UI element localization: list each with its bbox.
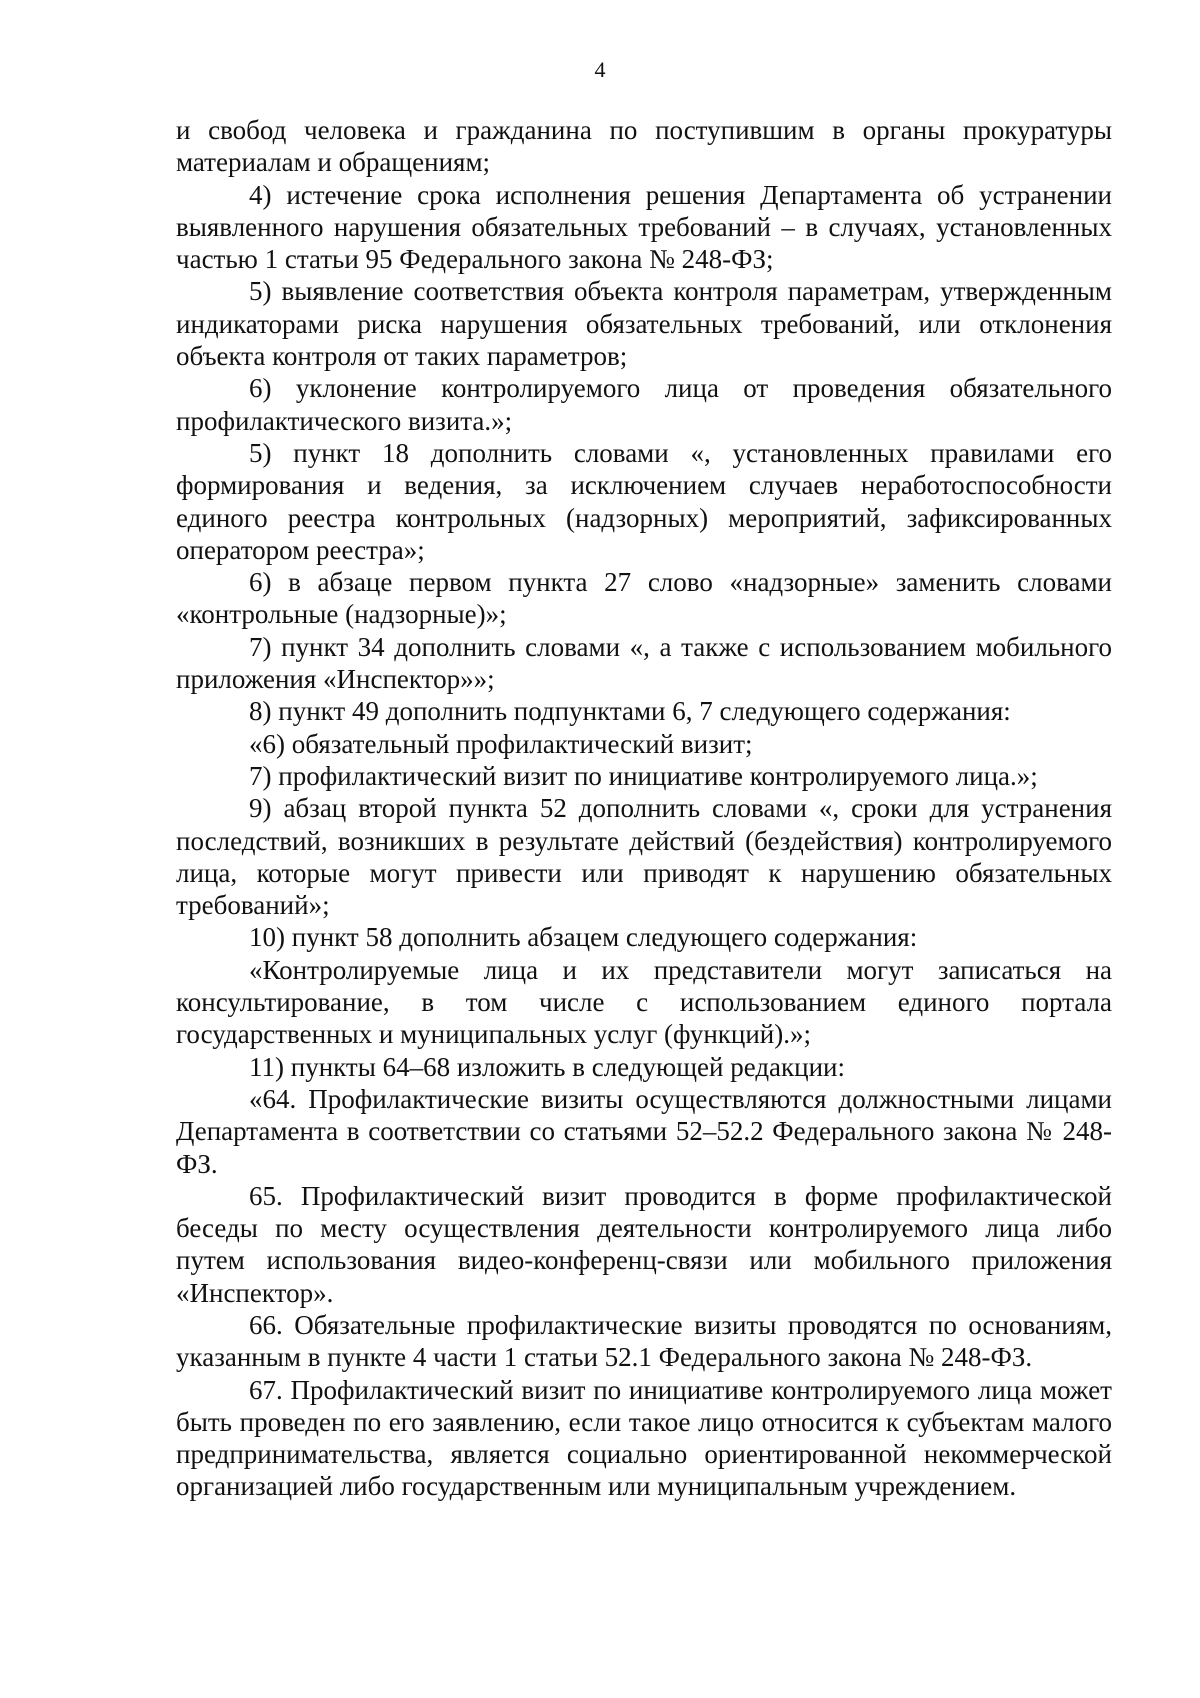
- paragraph: 66. Обязательные профилактические визиты проводятся по основаниям, указанным в пункте 4 части 1 статьи 52.1 Федерального закона № 248-ФЗ.: [176, 1309, 1112, 1373]
- paragraph: 11) пункты 64–68 изложить в следующей редакции:: [249, 1051, 846, 1082]
- paragraph: 8) пункт 49 дополнить подпунктами 6, 7 следующего содержания:: [249, 696, 1011, 727]
- paragraph: 5) выявление соответствия объекта контроля параметрам, утвержденным индикаторами риска нарушения обязательных требований, или отклонения объекта контроля от таких параметров;: [176, 276, 1112, 372]
- page-number: 4: [594, 57, 606, 82]
- paragraph: 7) пункт 34 дополнить словами «, а также с использованием мобильного приложения «Инспектор»»;: [176, 631, 1112, 695]
- paragraph: 5) пункт 18 дополнить словами «, установленных правилами его формирования и ведения, за исключением случаев неработоспособности единого реестра контрольных (надзорных) мероприятий, зафиксированных оператором реестра»;: [176, 437, 1112, 565]
- paragraph: «6) обязательный профилактический визит;: [249, 728, 753, 759]
- paragraph: 65. Профилактический визит проводится в форме профилактической беседы по месту осуществления деятельности контролируемого лица либо путем использования видео-конференц-связи или мобильного приложения «Инспектор».: [176, 1180, 1112, 1308]
- paragraph: 9) абзац второй пункта 52 дополнить словами «, сроки для устранения последствий, возникших в результате действий (бездействия) контролируемого лица, которые могут привести или приводят к нарушению обязательных требований»;: [176, 793, 1112, 921]
- document-body: [176, 114, 1112, 1503]
- paragraph: 6) в абзаце первом пункта 27 слово «надзорные» заменить словами «контрольные (надзорные)»;: [176, 567, 1112, 630]
- paragraph: «Контролируемые лица и их представители могут записаться на консультирование, в том числе с использованием единого портала государственных и муниципальных услуг (функций).»;: [176, 954, 1112, 1050]
- paragraph: «64. Профилактические визиты осуществляются должностными лицами Департамента в соответствии со статьями 52–52.2 Федерального закона № 248-ФЗ.: [176, 1083, 1112, 1179]
- paragraph: 7) профилактический визит по инициативе контролируемого лица.»;: [249, 760, 1038, 791]
- paragraph: 6) уклонение контролируемого лица от проведения обязательного профилактического визита.»;: [176, 373, 1112, 436]
- paragraph: 4) истечение срока исполнения решения Департамента об устранении выявленного нарушения обязательных требований – в случаях, установленных частью 1 статьи 95 Федерального закона № 248-ФЗ;: [176, 179, 1112, 275]
- paragraph: 67. Профилактический визит по инициативе контролируемого лица может быть проведен по его заявлению, если такое лицо относится к субъектам малого предпринимательства, является социально ориентированной некоммерческой организацией либо государственным или муниципальным учреждением.: [176, 1374, 1112, 1502]
- paragraph: 10) пункт 58 дополнить абзацем следующего содержания:: [249, 922, 918, 953]
- paragraph: и свобод человека и гражданина по поступившим в органы прокуратуры материалам и обращениям;: [176, 115, 1112, 178]
